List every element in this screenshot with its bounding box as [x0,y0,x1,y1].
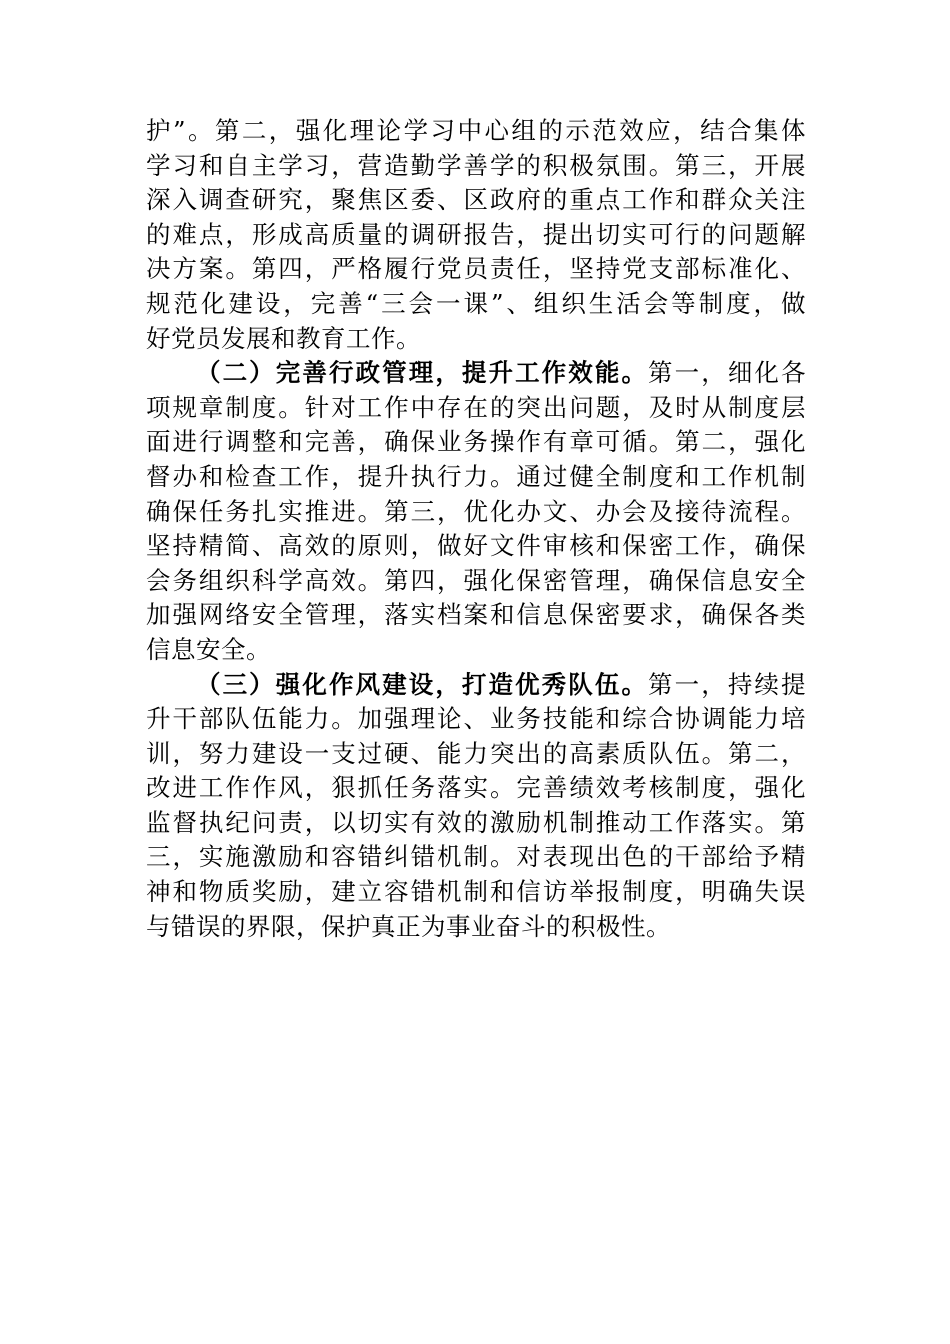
text-line: 神和物质奖励，建立容错机制和信访举报制度，明确失误 [146,877,806,907]
text-line: 坚持精简、高效的原则，做好文件审核和保密工作，确保 [146,531,806,561]
text-line: 项规章制度。针对工作中存在的突出问题，及时从制度层 [146,392,806,422]
document-body [146,114,806,944]
text-line: 督办和检查工作，提升执行力。通过健全制度和工作机制 [146,461,806,491]
section-heading: （二）完善行政管理，提升工作效能。 [196,358,649,388]
paragraph-1 [146,114,806,356]
text-line: 升干部队伍能力。加强理论、业务技能和综合协调能力培 [146,704,806,734]
text-line: 决方案。第四，严格履行党员责任，坚持党支部标准化、 [146,254,806,284]
heading-continuation: 第一，持续提 [648,669,807,699]
text-line: 改进工作作风，狠抓任务落实。完善绩效考核制度，强化 [146,773,806,803]
paragraph-2 [146,356,806,667]
text-line: 监督执纪问责，以切实有效的激励机制推动工作落实。第 [146,807,806,837]
text-line: 信息安全。 [146,634,271,664]
text-line: 训，努力建设一支过硬、能力突出的高素质队伍。第二， [146,738,806,768]
paragraph-first-line [146,356,806,391]
text-line: 好党员发展和教育工作。 [146,323,421,353]
text-line: 的难点，形成高质量的调研报告，提出切实可行的问题解 [146,219,806,249]
paragraph-first-line [146,668,806,703]
text-line: 护”。第二，强化理论学习中心组的示范效应，结合集体 [146,116,806,145]
section-heading: （三）强化作风建设，打造优秀队伍。 [196,669,649,699]
text-line: 学习和自主学习，营造勤学善学的积极氛围。第三，开展 [146,150,806,180]
paragraph-3 [146,668,806,945]
text-line: 会务组织科学高效。第四，强化保密管理，确保信息安全 [146,565,806,595]
text-line: 三，实施激励和容错纠错机制。对表现出色的干部给予精 [146,842,806,872]
text-line: 加强网络安全管理，落实档案和信息保密要求，确保各类 [146,600,806,630]
text-line: 与错误的界限，保护真正为事业奋斗的积极性。 [146,911,671,941]
text-line: 面进行调整和完善，确保业务操作有章可循。第二，强化 [146,427,806,457]
text-line: 深入调查研究，聚焦区委、区政府的重点工作和群众关注 [146,185,806,215]
heading-continuation: 第一，细化各 [648,358,807,388]
text-line: 规范化建设，完善“三会一课”、组织生活会等制度，做 [146,288,806,318]
text-line: 确保任务扎实推进。第三，优化办文、办会及接待流程。 [146,496,806,526]
